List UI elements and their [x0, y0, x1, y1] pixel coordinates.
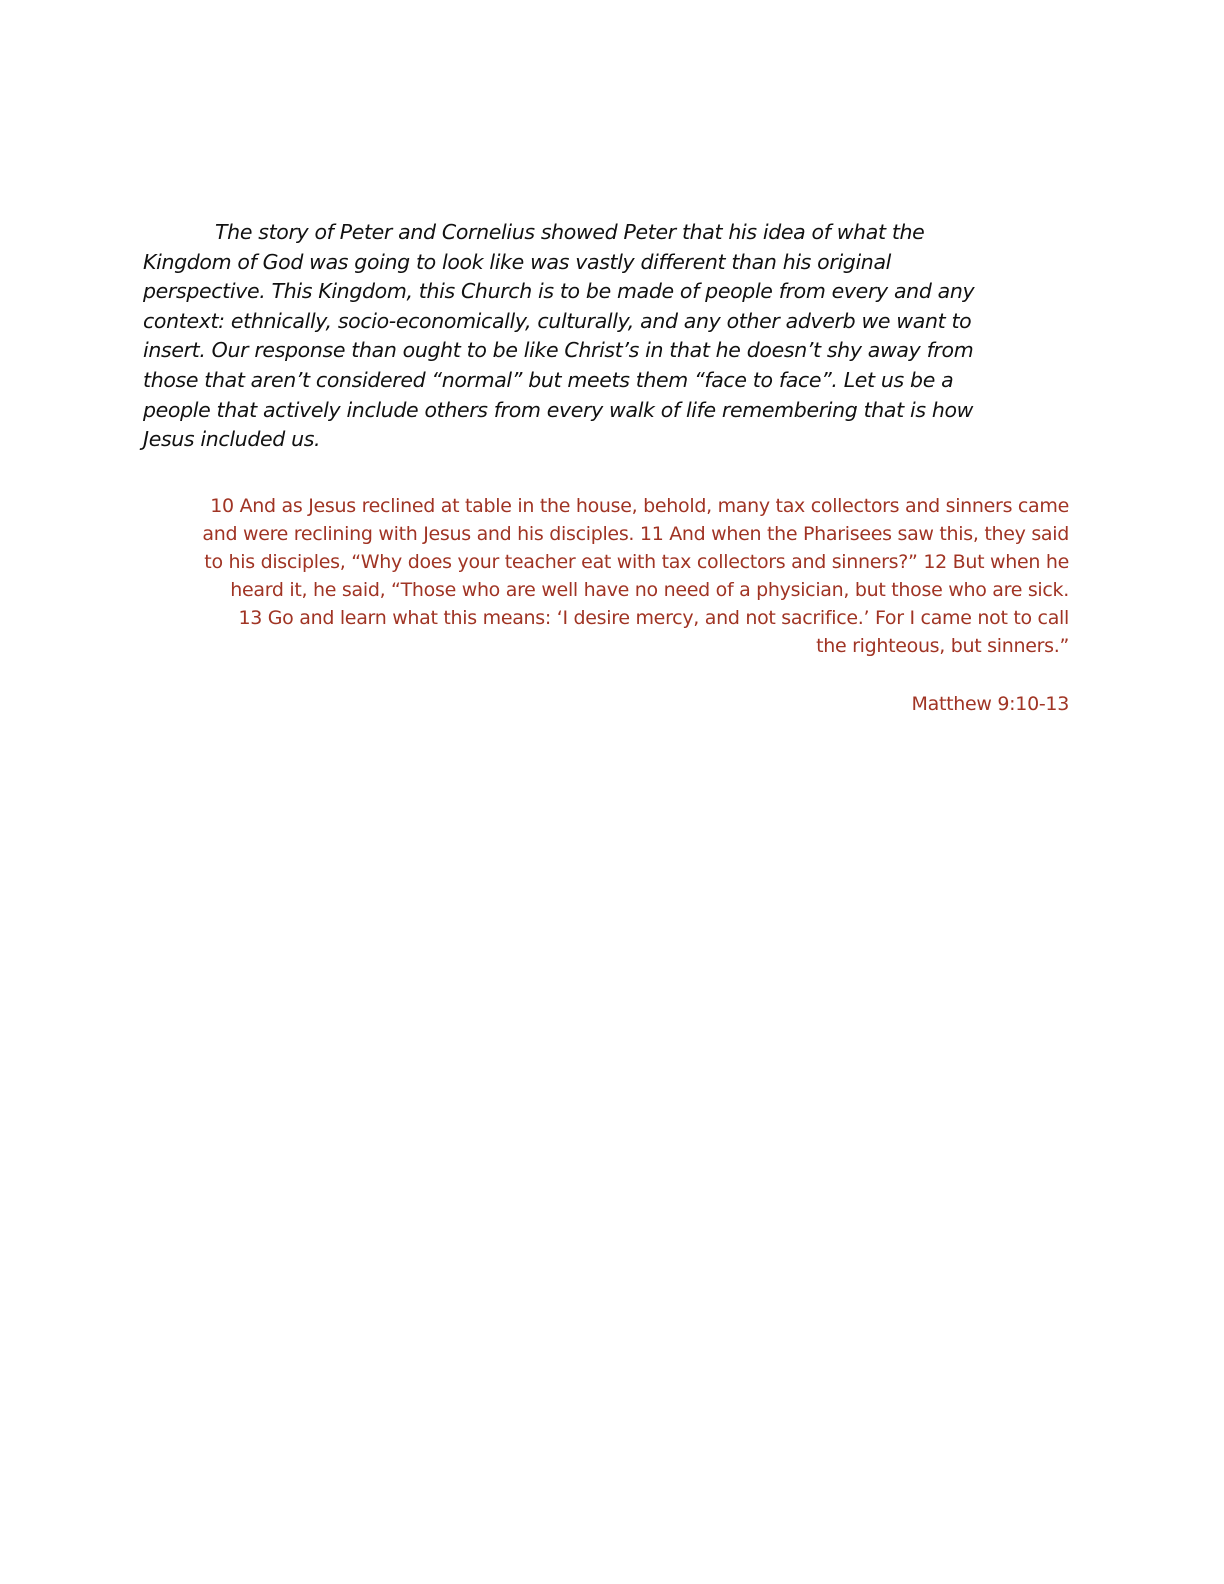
reflection-line: Kingdom of God was going to look like was vastly different than his original: [143, 249, 892, 274]
reflection-line: insert. Our response than ought to be like Christ’s in that he doesn’t shy away from: [143, 338, 974, 363]
reflection-line: perspective. This Kingdom, this Church is to be made of people from every and any: [143, 279, 975, 304]
scripture-quote: [140, 492, 1069, 660]
scripture-line: heard it, he said, “Those who are well have no need of a physician, but those who are sick.: [230, 579, 1069, 601]
reflection-line: people that actively include others from every walk of life remembering that is how: [143, 397, 974, 422]
reflection-line: Jesus included us.: [143, 427, 321, 452]
scripture-reference: Matthew 9:10-13: [911, 693, 1069, 715]
scripture-line: the righteous, but sinners.”: [816, 635, 1069, 657]
scripture-line: 13 Go and learn what this means: ‘I desire mercy, and not sacrifice.’ For I came not to call: [238, 607, 1069, 629]
scripture-line: to his disciples, “Why does your teacher eat with tax collectors and sinners?” 12 But when he: [204, 551, 1069, 573]
reflection-line: those that aren’t considered “normal” but meets them “face to face”. Let us be a: [143, 367, 954, 392]
reflection-paragraph: [143, 218, 1073, 455]
scripture-line: and were reclining with Jesus and his disciples. 11 And when the Pharisees saw this, they said: [202, 523, 1069, 545]
reflection-line: The story of Peter and Cornelius showed Peter that his idea of what the: [215, 220, 925, 244]
scripture-line: 10 And as Jesus reclined at table in the house, behold, many tax collectors and sinners came: [210, 495, 1069, 517]
reflection-line: context: ethnically, socio-economically, culturally, and any other adverb we want to: [143, 308, 972, 333]
